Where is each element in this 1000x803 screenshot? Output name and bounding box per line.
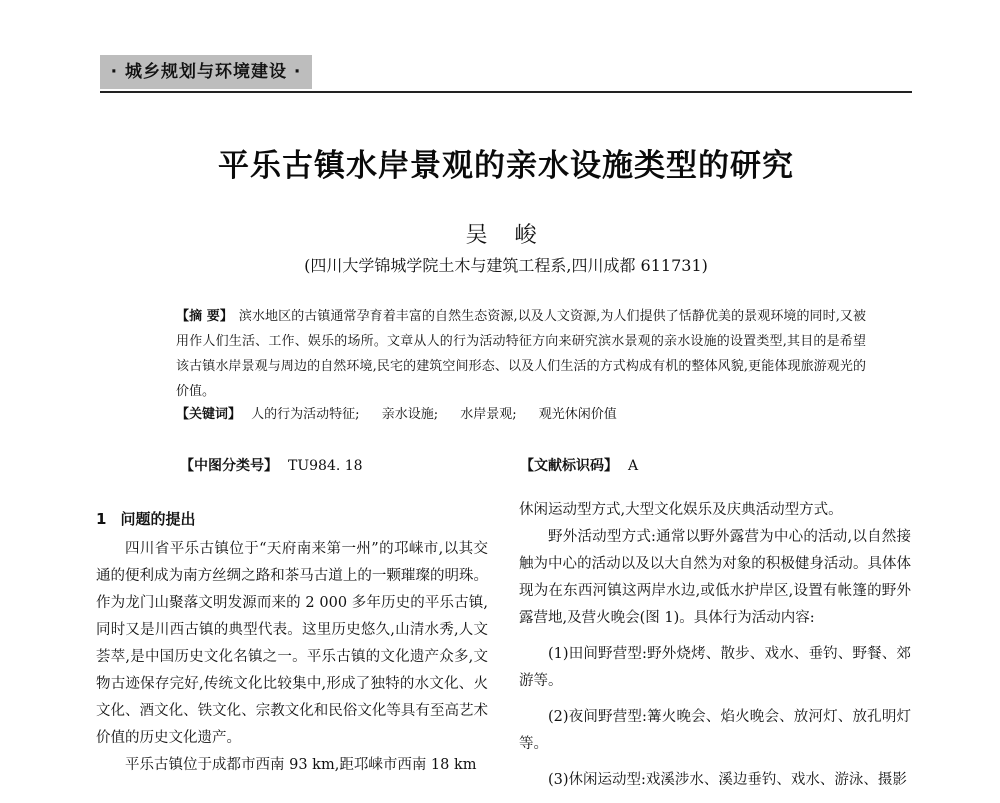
keyword: 人的行为活动特征; [251,407,360,422]
section-heading [96,506,488,533]
abstract [176,304,866,404]
classification-number [180,455,363,475]
classification-value: TU984. 18 [288,458,363,474]
section-tag: · 城乡规划与环境建设 · [100,55,312,89]
keyword: 观光休闲价值 [538,407,617,422]
list-item: (2)夜间野营型:篝火晚会、焰火晚会、放河灯、放孔明灯等。 [519,709,911,752]
header-rule [100,91,912,93]
classification-label: 【中图分类号】 [180,458,278,474]
keyword: 水岸景观; [460,407,517,422]
section-number: 1 [96,510,107,528]
right-column [519,497,911,803]
list-item: (3)休闲运动型:戏溪涉水、溪边垂钓、戏水、游泳、摄影 [548,772,907,788]
section-title: 问题的提出 [120,510,196,528]
left-column [96,506,488,779]
keyword: 亲水设施; [381,407,439,422]
list-item: (1)田间野营型:野外烧烤、散步、戏水、垂钓、野餐、郊游等。 [519,646,911,689]
author-affiliation: (四川大学锦城学院土木与建筑工程系,四川成都 611731) [304,256,708,275]
body-paragraph: 野外活动型方式:通常以野外露营为中心的活动,以自然接触为中心的活动以及以大自然为对象的积极健身活动。具体体现为在东西河镇这两岸水边,或低水护岸区,设置有帐篷的野外露营地,及营火晚会(图 1)。具体行为活动内容: [519,529,911,626]
keywords-label: 【关键词】 [176,407,242,422]
article-title: 平乐古镇水岸景观的亲水设施类型的研究 [218,148,794,184]
document-code [520,455,638,475]
document-code-value: A [628,458,639,474]
abstract-label: 【摘 要】 [176,309,233,324]
document-code-label: 【文献标识码】 [520,458,618,474]
body-paragraph: 四川省平乐古镇位于“天府南来第一州”的邛崃市,以其交通的便利成为南方丝绸之路和茶马古道上的一颗璀璨的明珠。作为龙门山聚落文明发源而来的 2 000 多年历史的平乐古镇,同时又是川西古镇的典型代表。这里历史悠久,山清水秀,人文荟萃,是中国历史文化名镇之一。平乐古镇的文化遗产众多,文物古迹保存完好,传统文化比较集中,形成了独特的水文化、火文化、酒文化、铁文化、宗教文化和民俗文化等具有至高艺术价值的历史文化遗产。 [96,541,488,746]
author-name: 吴 峻 [465,223,547,248]
abstract-text: 滨水地区的古镇通常孕育着丰富的自然生态资源,以及人文资源,为人们提供了恬静优美的景观环境的同时,又被用作人们生活、工作、娱乐的场所。文章从人的行为活动特征方向来研究滨水景观的亲水设施的设置类型,其目的是希望该古镇水岸景观与周边的自然环境,民宅的建筑空间形态、以及人们生活的方式构成有机的整体风貌,更能体现旅游观光的价值。 [176,309,866,399]
body-paragraph: 平乐古镇位于成都市西南 93 km,距邛崃市西南 18 km [125,757,477,773]
body-paragraph: 休闲运动型方式,大型文化娱乐及庆典活动型方式。 [519,502,843,518]
keywords [176,403,866,422]
